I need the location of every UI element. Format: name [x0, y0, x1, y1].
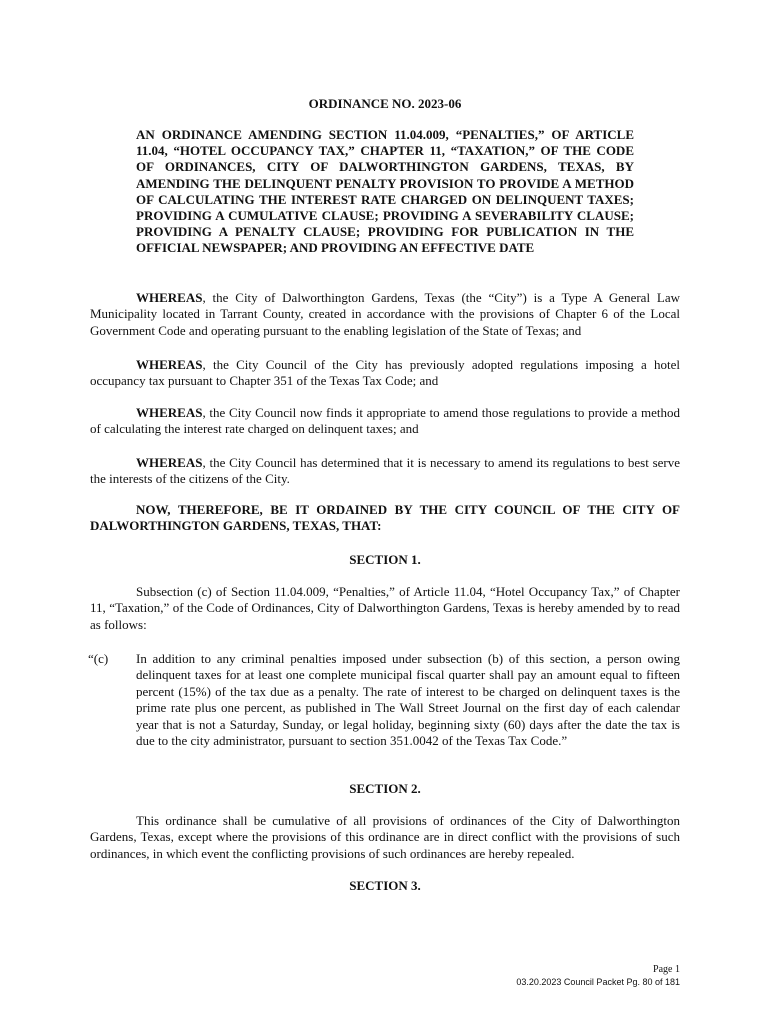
whereas-text: , the City Council now finds it appropriate to amend those regulations to provide a method of calculating the interest rate charged on delinquent taxes; and	[90, 405, 680, 437]
whereas-text: , the City Council has determined that it is necessary to amend its regulations to best serve the interests of the citizens of the City.	[90, 455, 680, 487]
whereas-lead: WHEREAS	[136, 290, 203, 305]
council-packet-footer: 03.20.2023 Council Packet Pg. 80 of 181	[516, 977, 680, 987]
whereas-text: , the City Council of the City has previously adopted regulations imposing a hotel occupancy tax pursuant to Chapter 351 of the Texas Tax Code; and	[90, 357, 680, 389]
whereas-lead: WHEREAS	[136, 455, 203, 470]
whereas-text: , the City of Dalworthington Gardens, Texas (the “City”) is a Type A General Law Municipality located in Tarrant County, created in accordance with the provisions of Chapter 6 of the Local Government Code and operating pursuant to the enabling legislation of the State of Texas; and	[90, 290, 680, 338]
whereas-lead: WHEREAS	[136, 405, 203, 420]
whereas-paragraph-4	[90, 455, 680, 488]
whereas-paragraph-3	[90, 405, 680, 438]
section-1-intro: Subsection (c) of Section 11.04.009, “Penalties,” of Article 11.04, “Hotel Occupancy Tax,” of Chapter 11, “Taxation,” of the Code of Ordinances, City of Dalworthington Gardens, Texas is hereby amended by to read as follows:	[90, 584, 680, 632]
section-3-heading: SECTION 3.	[349, 878, 421, 893]
section-2-text: This ordinance shall be cumulative of all provisions of ordinances of the City of Dalworthington Gardens, Texas, except where the provisions of this ordinance are in direct conflict with the provisions of such ordinances, in which event the conflicting provisions of such ordinances are hereby repealed.	[90, 813, 680, 861]
subsection-text: In addition to any criminal penalties imposed under subsection (b) of this section, a person owing delinquent taxes for at least one complete municipal fiscal quarter shall pay an amount equal to fifteen percent (15%) of the tax due as a penalty. The rate of interest to be charged on delinquent taxes is the prime rate plus one percent, as published in The Wall Street Journal on the first day of each calendar year that is not a Saturday, Sunday, or legal holiday, beginning sixty (60) days after the date the tax is due to the city administrator, pursuant to section 351.0042 of the Texas Tax Code.”	[136, 651, 680, 749]
page-number: Page 1	[653, 964, 680, 975]
ordained-clause: NOW, THEREFORE, BE IT ORDAINED BY THE CITY COUNCIL OF THE CITY OF DALWORTHINGTON GARDENS, TEXAS, THAT:	[90, 502, 680, 534]
ordinance-title: ORDINANCE NO. 2023-06	[308, 96, 462, 111]
whereas-paragraph-2	[90, 357, 680, 390]
section-1-heading: SECTION 1.	[349, 552, 421, 567]
whereas-paragraph-1	[90, 290, 680, 339]
subsection-label: “(c)	[88, 651, 109, 666]
section-2-heading: SECTION 2.	[349, 781, 421, 796]
ordinance-caption: AN ORDINANCE AMENDING SECTION 11.04.009, “PENALTIES,” OF ARTICLE 11.04, “HOTEL OCCUPANCY TAX,” CHAPTER 11, “TAXATION,” OF THE CODE OF ORDINANCES, CITY OF DALWORTHINGTON GARDENS, TEXAS, BY AMENDING THE DELINQUENT PENALTY PROVISION TO PROVIDE A METHOD OF CALCULATING THE INTEREST RATE CHARGED ON DELINQUENT TAXES; PROVIDING A CUMULATIVE CLAUSE; PROVIDING A SEVERABILITY CLAUSE; PROVIDING A PENALTY CLAUSE; PROVIDING FOR PUBLICATION IN THE OFFICIAL NEWSPAPER; AND PROVIDING AN EFFECTIVE DATE	[136, 127, 634, 256]
whereas-lead: WHEREAS	[136, 357, 203, 372]
